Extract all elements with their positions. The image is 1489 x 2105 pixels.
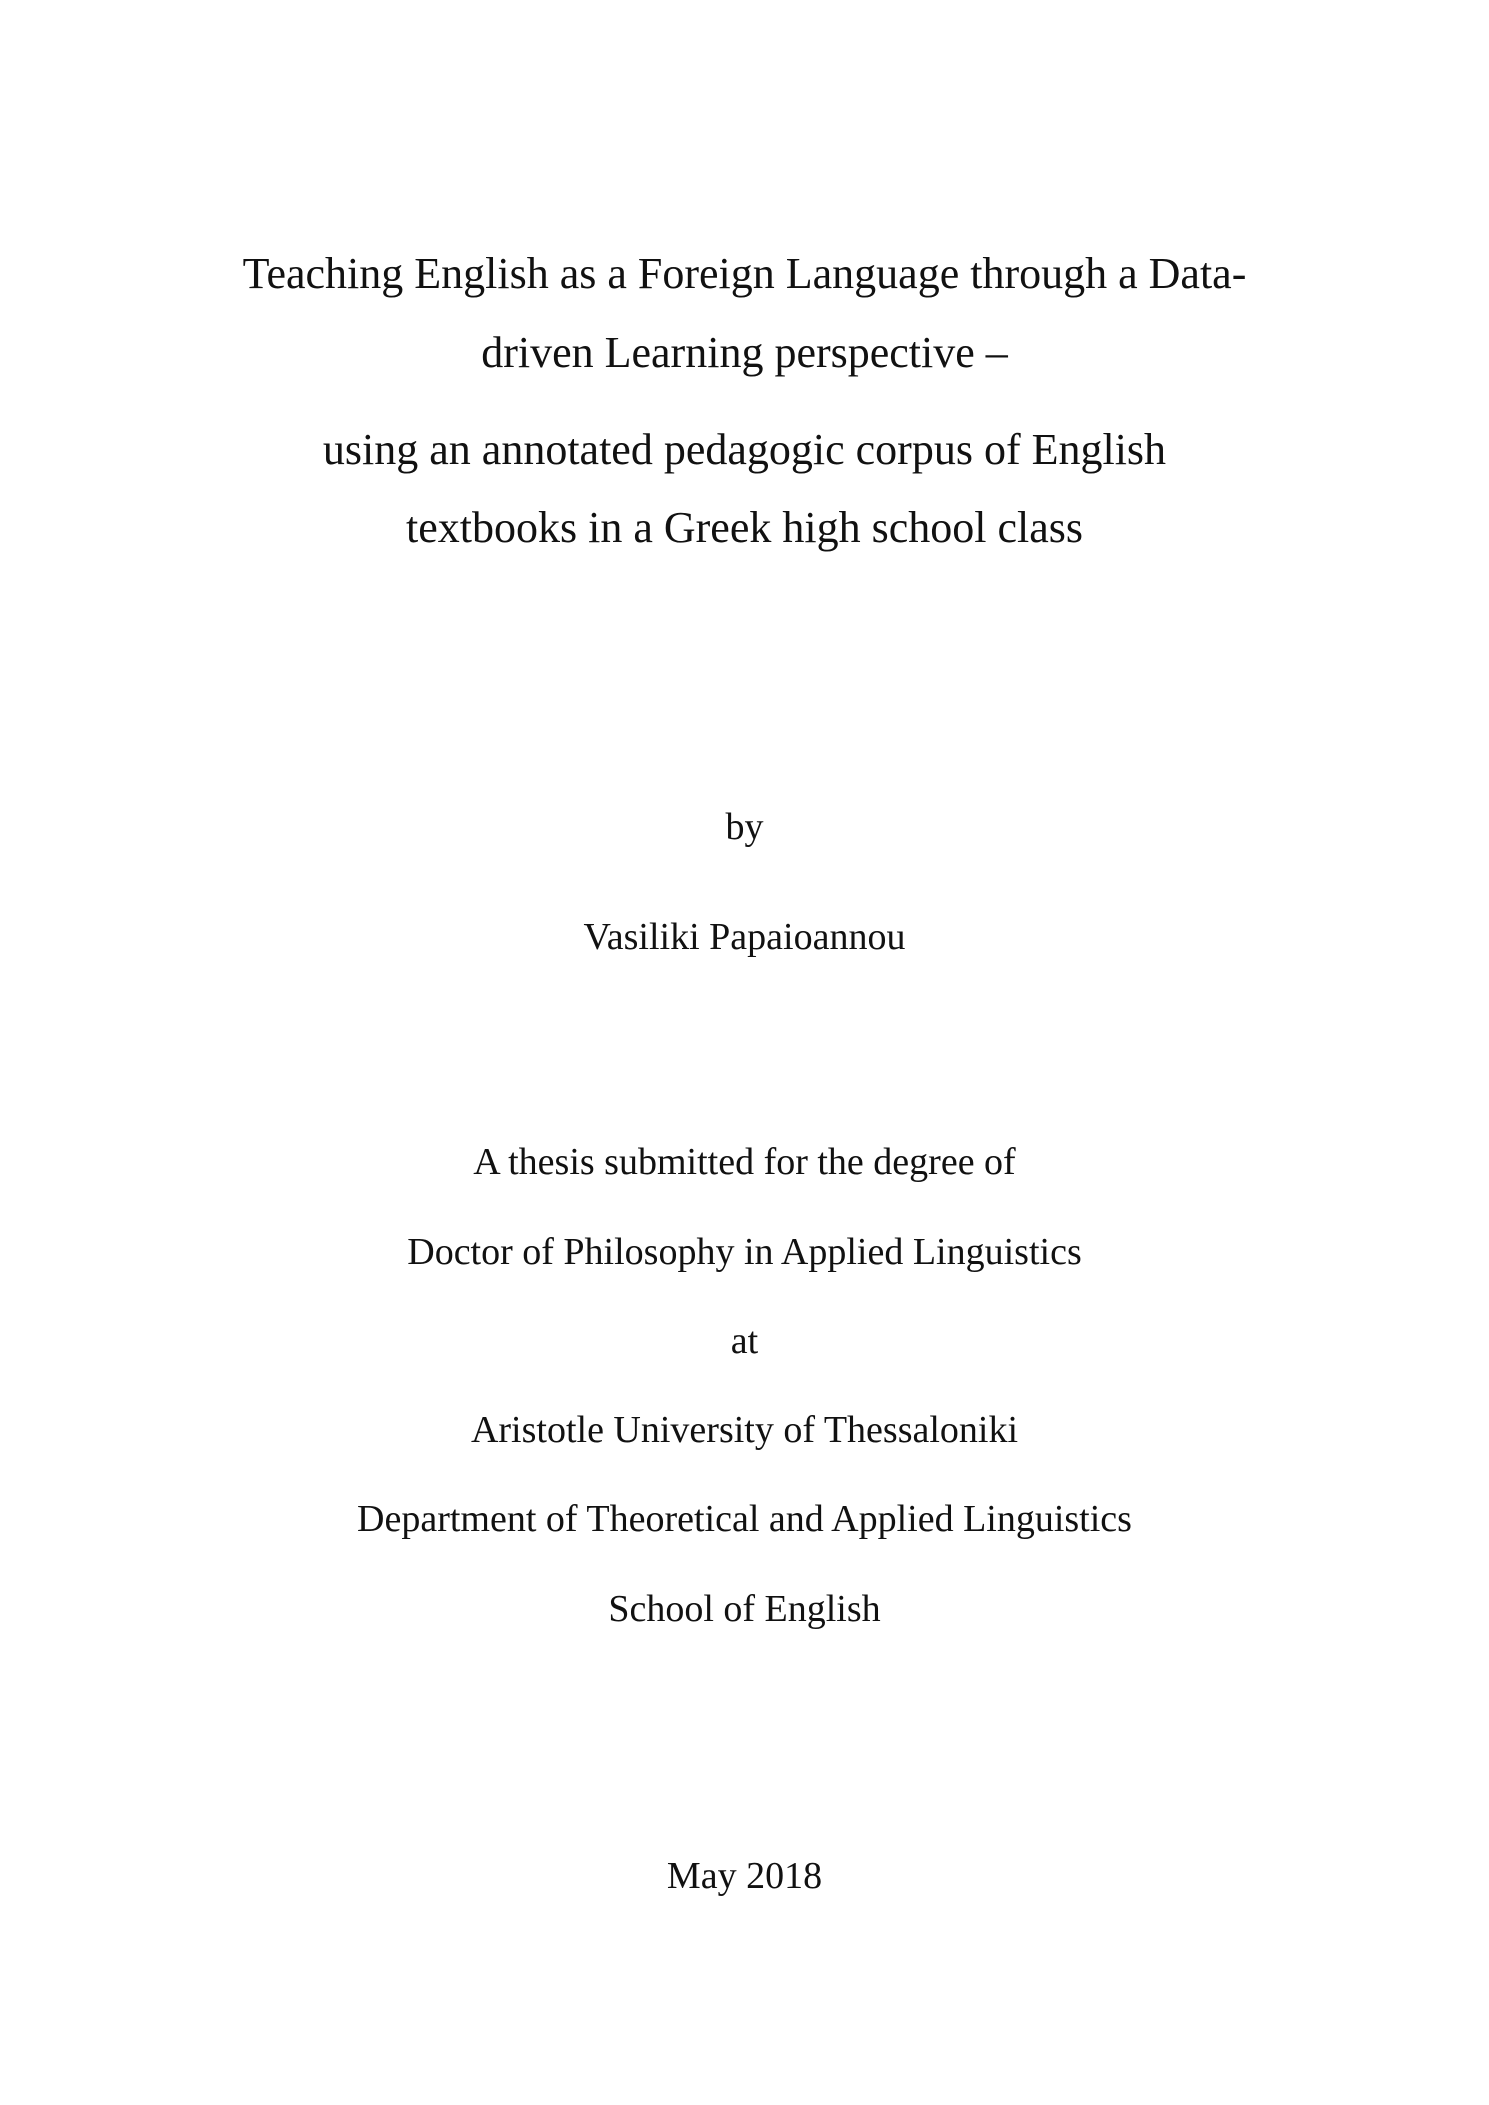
degree-name: Doctor of Philosophy in Applied Linguistics bbox=[407, 1231, 1082, 1273]
at-label: at bbox=[730, 1320, 759, 1362]
university-name: Aristotle University of Thessaloniki bbox=[470, 1409, 1019, 1451]
department-name: Department of Theoretical and Applied Linguistics bbox=[357, 1498, 1132, 1540]
thesis-subtitle-line-1: using an annotated pedagogic corpus of English bbox=[322, 425, 1167, 474]
submission-date: May 2018 bbox=[666, 1855, 823, 1897]
thesis-title-line-1: Teaching English as a Foreign Language through a Data- bbox=[242, 249, 1247, 298]
school-name: School of English bbox=[608, 1588, 881, 1630]
by-label: by bbox=[725, 806, 764, 848]
submission-statement: A thesis submitted for the degree of bbox=[473, 1141, 1016, 1183]
thesis-subtitle-line-2: textbooks in a Greek high school class bbox=[406, 503, 1083, 552]
author-name: Vasiliki Papaioannou bbox=[583, 916, 906, 958]
thesis-title-line-2: driven Learning perspective – bbox=[481, 328, 1008, 377]
